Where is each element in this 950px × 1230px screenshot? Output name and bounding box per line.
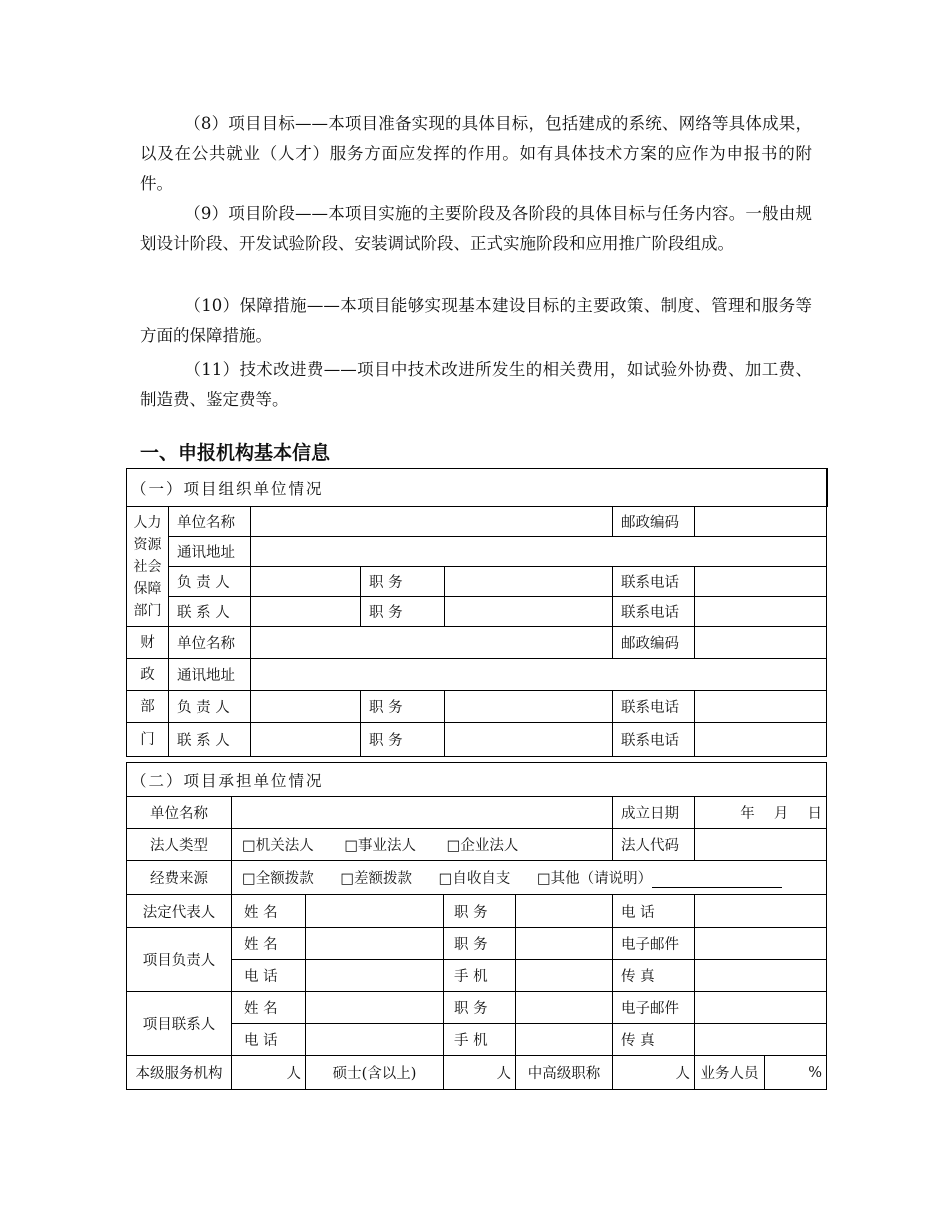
name-field[interactable] (306, 928, 444, 960)
service-org-label: 本级服务机构 (127, 1056, 232, 1090)
fund-option-diff[interactable]: □差额拨款 (340, 871, 413, 887)
position-label: 职 务 (444, 928, 516, 960)
position-field[interactable] (445, 567, 613, 597)
position-label: 职 务 (361, 597, 445, 627)
fax-field[interactable] (695, 960, 827, 992)
unit-name-field[interactable] (251, 507, 613, 537)
legal-code-label: 法人代码 (613, 829, 695, 861)
paragraph-project-stage: （9）项目阶段——本项目实施的主要阶段及各阶段的具体目标与任务内容。一般由规划设计阶段、开发试验阶段、安装调试阶段、正式实施阶段和应用推广阶段组成。 (140, 204, 812, 253)
undertaker-table (126, 762, 827, 1090)
position-field[interactable] (516, 992, 613, 1024)
address-field[interactable] (251, 659, 827, 691)
postcode-field[interactable] (695, 627, 827, 659)
legal-rep-label: 法定代表人 (127, 895, 232, 928)
legal-type-option-gov[interactable]: □机关法人 (242, 838, 314, 854)
fax-label: 传 真 (613, 1024, 695, 1056)
tel-label: 电 话 (613, 895, 695, 928)
position-label: 职 务 (361, 723, 445, 757)
legal-code-field[interactable] (695, 829, 827, 861)
email-label: 电子邮件 (613, 928, 695, 960)
business-staff-label: 业务人员 (695, 1056, 765, 1090)
legal-type-option-ent[interactable]: □企业法人 (446, 838, 519, 854)
mid-senior-label: 中高级职称 (516, 1056, 613, 1090)
paragraph-safeguards: （10）保障措施——本项目能够实现基本建设目标的主要政策、制度、管理和服务等方面的保障措施。 (140, 296, 812, 345)
email-field[interactable] (695, 928, 827, 960)
fund-option-self[interactable]: □自收自支 (438, 871, 511, 887)
position-field[interactable] (516, 895, 613, 928)
est-date-field[interactable]: 年 月 日 (695, 797, 827, 829)
contact-field[interactable] (251, 597, 361, 627)
legal-type-label: 法人类型 (127, 829, 232, 861)
name-field[interactable] (306, 992, 444, 1024)
position-field[interactable] (445, 723, 613, 757)
unit-name-label: 单位名称 (169, 627, 251, 659)
group-fin-char-3: 部 (127, 691, 169, 723)
phone-label: 联系电话 (613, 597, 695, 627)
phone-field[interactable] (695, 567, 827, 597)
master-label: 硕士(含以上) (306, 1056, 444, 1090)
position-label: 职 务 (444, 895, 516, 928)
group-fin-char-2: 政 (127, 659, 169, 691)
tel-field[interactable] (306, 960, 444, 992)
phone-field[interactable] (695, 597, 827, 627)
mid-senior-persons[interactable]: 人 (613, 1056, 695, 1090)
paragraph-project-goal: （8）项目目标——本项目准备实现的具体目标，包括建成的系统、网络等具体成果，以及在公共就业（人才）服务方面应发挥的作用。如有具体技术方案的应作为申报书的附件。 (140, 114, 812, 193)
position-label: 职 务 (361, 691, 445, 723)
project-leader-label: 项目负责人 (127, 928, 232, 992)
unit-name-label: 单位名称 (169, 507, 251, 537)
organizer-table (126, 468, 828, 757)
fund-other-blank[interactable] (652, 871, 782, 888)
position-field[interactable] (445, 597, 613, 627)
fund-option-other[interactable]: □其他（请说明） (536, 871, 653, 887)
contact-field[interactable] (251, 723, 361, 757)
group-fin-char-4: 门 (127, 723, 169, 757)
section-heading: 一、申报机构基本信息 (140, 442, 331, 464)
phone-label: 联系电话 (613, 723, 695, 757)
fund-option-full[interactable]: □全额拨款 (242, 871, 314, 887)
postcode-label: 邮政编码 (613, 507, 695, 537)
est-date-label: 成立日期 (613, 797, 695, 829)
email-label: 电子邮件 (613, 992, 695, 1024)
leader-field[interactable] (251, 691, 361, 723)
paragraph-tech-cost: （11）技术改进费——项目中技术改进所发生的相关费用，如试验外协费、加工费、制造费、鉴定费等。 (140, 360, 812, 409)
mobile-label: 手 机 (444, 960, 516, 992)
postcode-label: 邮政编码 (613, 627, 695, 659)
position-label: 职 务 (361, 567, 445, 597)
unit-name-field[interactable] (251, 627, 613, 659)
unit-name-field[interactable] (232, 797, 613, 829)
address-label: 通讯地址 (169, 659, 251, 691)
mobile-field[interactable] (516, 960, 613, 992)
fund-source-options (232, 861, 827, 895)
address-label: 通讯地址 (169, 537, 251, 567)
tel-label: 电 话 (232, 1024, 306, 1056)
position-field[interactable] (516, 928, 613, 960)
phone-label: 联系电话 (613, 567, 695, 597)
position-label: 职 务 (444, 992, 516, 1024)
contact-label: 联 系 人 (169, 723, 251, 757)
position-field[interactable] (445, 691, 613, 723)
section1-title: （一）项目组织单位情况 (127, 469, 827, 507)
mobile-field[interactable] (516, 1024, 613, 1056)
fax-field[interactable] (695, 1024, 827, 1056)
phone-field[interactable] (695, 723, 827, 757)
legal-type-options (232, 829, 613, 861)
tel-label: 电 话 (232, 960, 306, 992)
project-contact-label: 项目联系人 (127, 992, 232, 1056)
tel-field[interactable] (306, 1024, 444, 1056)
fax-label: 传 真 (613, 960, 695, 992)
contact-label: 联 系 人 (169, 597, 251, 627)
mobile-label: 手 机 (444, 1024, 516, 1056)
email-field[interactable] (695, 992, 827, 1024)
fund-source-label: 经费来源 (127, 861, 232, 895)
name-label: 姓 名 (232, 895, 306, 928)
business-staff-percent[interactable]: % (765, 1056, 827, 1090)
leader-label: 负 责 人 (169, 691, 251, 723)
section2-title: （二）项目承担单位情况 (127, 763, 827, 797)
service-org-persons[interactable]: 人 (232, 1056, 306, 1090)
leader-label: 负 责 人 (169, 567, 251, 597)
name-label: 姓 名 (232, 928, 306, 960)
leader-field[interactable] (251, 567, 361, 597)
group-hr-label: 人力资源社会保障部门 (127, 507, 169, 627)
name-label: 姓 名 (232, 992, 306, 1024)
phone-field[interactable] (695, 691, 827, 723)
unit-name-label: 单位名称 (127, 797, 232, 829)
phone-label: 联系电话 (613, 691, 695, 723)
legal-type-option-inst[interactable]: □事业法人 (344, 838, 417, 854)
group-fin-char-1: 财 (127, 627, 169, 659)
name-field[interactable] (306, 895, 444, 928)
postcode-field[interactable] (695, 507, 827, 537)
tel-field[interactable] (695, 895, 827, 928)
master-persons[interactable]: 人 (444, 1056, 516, 1090)
address-field[interactable] (251, 537, 827, 567)
